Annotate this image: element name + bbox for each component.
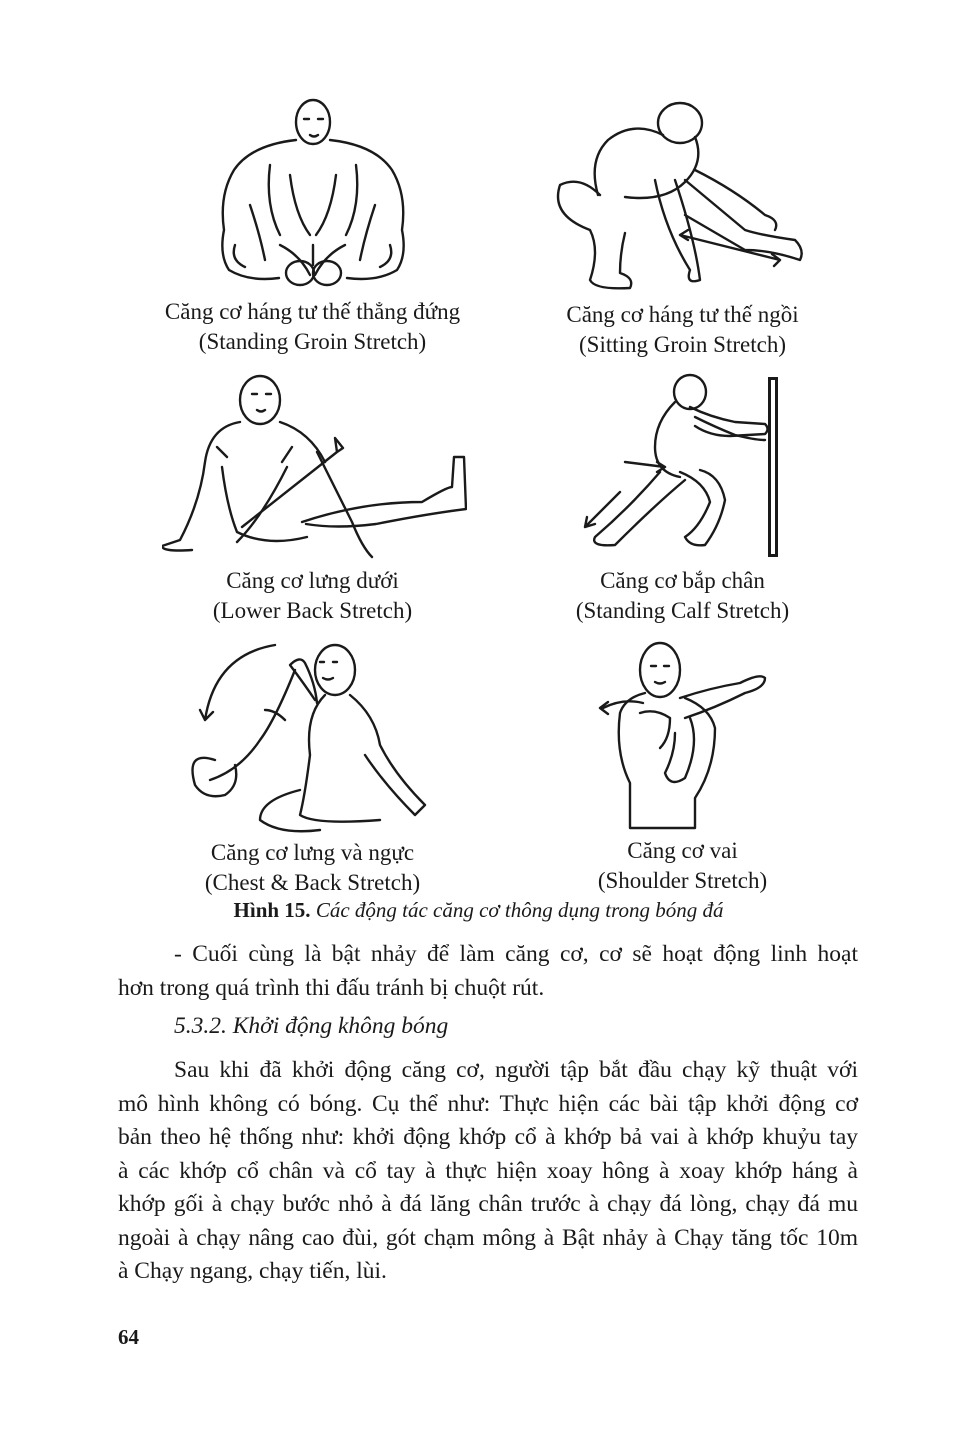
paragraph-line: à các khớp cổ chân và cổ tay à thực hiện xoay hông à xoay khớp háng à [118,1157,858,1184]
paragraph-line: - Cuối cùng là bật nhảy để làm căng cơ, cơ sẽ hoạt động linh hoạt [174,941,858,967]
caption-line-en: (Standing Groin Stretch) [198,329,427,354]
paragraph-2 [118,1054,858,1289]
figure-caption [0,898,957,923]
paragraph-line: khớp gối à chạy bước nhỏ à đá lăng chân trước à chạy đá lòng, chạy đá mu [118,1191,858,1217]
chest-back-stretch-illustration [185,640,450,835]
caption-calf [480,566,885,626]
paragraph-line: Sau khi đã khởi động căng cơ, người tập bắt đầu chạy kỹ thuật với [174,1057,858,1083]
caption-line-en: (Standing Calf Stretch) [575,598,790,623]
paragraph-line: ngoài à chạy nâng cao đùi, gót chạm mông à Bật nhảy à Chạy tăng tốc 10m [118,1224,858,1251]
standing-groin-stretch-illustration [210,95,415,295]
paragraph-line: bản theo hệ thống như: khởi động khớp cổ à khớp bả vai à khớp khuỷu tay [118,1124,858,1150]
paragraph-line: à Chạy ngang, chạy tiến, lùi. [118,1258,387,1284]
paragraph-line: hơn trong quá trình thi đấu tránh bị chuột rút. [118,974,545,1001]
shoulder-stretch-illustration [595,638,770,833]
caption-chest-back [110,838,515,898]
page-number: 64 [118,1325,139,1349]
sitting-groin-stretch-illustration [555,95,805,295]
caption-line-vi: Căng cơ lưng và ngực [210,840,415,865]
section-heading: 5.3.2. Khởi động không bóng [174,1013,449,1039]
caption-sitting-groin [480,300,885,360]
paragraph-1 [118,938,858,1005]
caption-line-en: (Lower Back Stretch) [212,598,413,623]
caption-line-en: (Chest & Back Stretch) [204,870,421,895]
caption-line-vi: Căng cơ háng tư thế ngồi [566,302,799,327]
standing-calf-stretch-illustration [565,372,790,567]
figure-description: Các động tác căng cơ thông dụng trong bóng đá [315,898,724,922]
paragraph-line: mô hình không có bóng. Cụ thể như: Thực hiện các bài tập khởi động cơ [118,1090,858,1117]
caption-lower-back [110,566,515,626]
caption-line-vi: Căng cơ bắp chân [600,568,765,593]
caption-line-vi: Căng cơ háng tư thế thẳng đứng [164,299,461,324]
caption-standing-groin [110,297,515,357]
lower-back-stretch-illustration [162,372,467,567]
caption-shoulder [480,836,885,896]
caption-line-en: (Sitting Groin Stretch) [579,332,786,357]
caption-line-en: (Shoulder Stretch) [597,868,768,893]
caption-line-vi: Căng cơ lưng dưới [226,568,399,593]
figure-number: Hình 15. [233,898,311,922]
caption-line-vi: Căng cơ vai [627,838,738,863]
